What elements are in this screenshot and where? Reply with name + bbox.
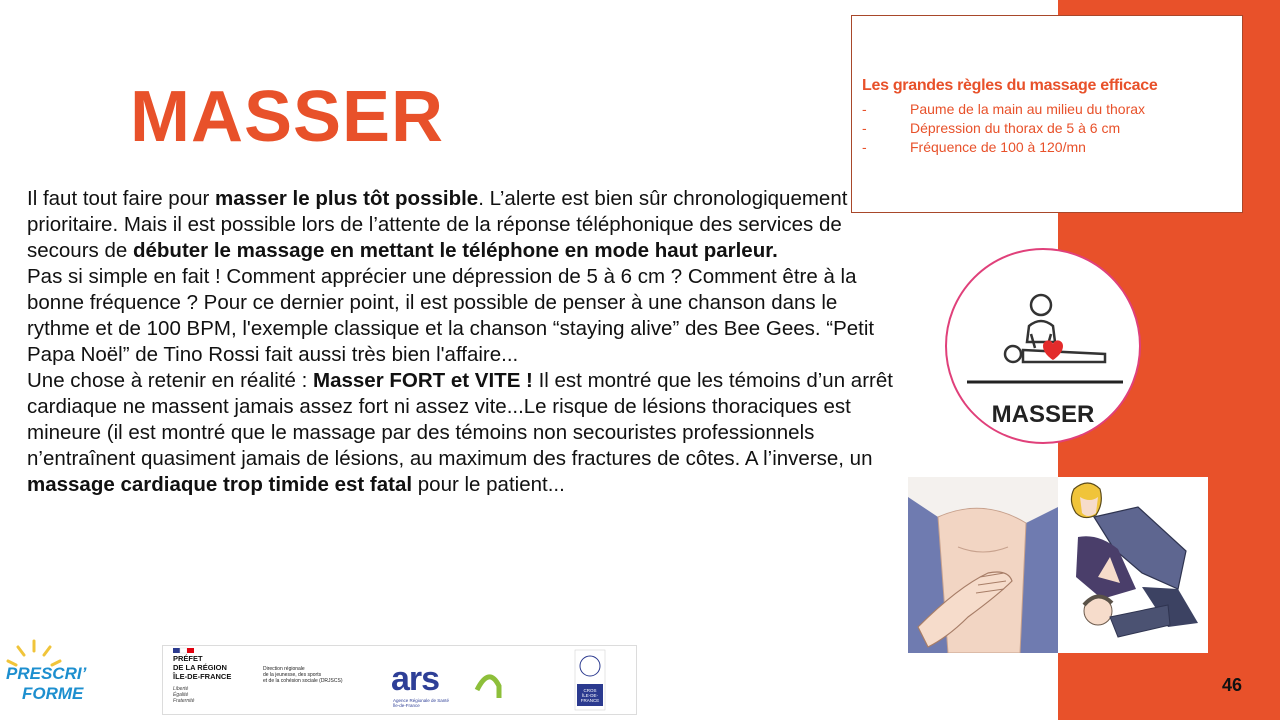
bold-run: débuter le massage en mettant le téléphone en mode haut parleur. <box>132 239 778 262</box>
prescri-line1: PRESCRI’ <box>6 664 87 683</box>
motto-line: Fraternité <box>173 698 195 704</box>
prefet-line: ÎLE-DE-FRANCE <box>173 672 232 681</box>
rules-box-title: Les grandes règles du massage efficace <box>862 77 1158 94</box>
prefet-line: PRÉFET <box>173 654 203 663</box>
bold-run: Masser FORT et VITE ! <box>313 369 533 392</box>
masser-pictogram-circle <box>945 248 1141 444</box>
direction-line: Direction régionale <box>263 666 305 672</box>
hands-on-chest-icon <box>908 477 1058 653</box>
motto-line: Liberté <box>173 686 189 692</box>
prescri-line2: FORME <box>22 684 84 703</box>
direction-line: de la jeunesse, des sports <box>263 672 322 678</box>
cros-line: CROS <box>583 688 597 693</box>
rescuer-cpr-icon <box>1058 477 1208 653</box>
rule-item <box>862 119 1145 138</box>
text-run: pour le patient... <box>412 473 565 496</box>
cros-logo-text <box>577 688 603 703</box>
prefet-logo-text <box>173 654 231 681</box>
paragraph-3 <box>27 368 897 498</box>
rule-text: Dépression du thorax de 5 à 6 cm <box>910 120 1121 136</box>
ars-logo: ars <box>391 660 440 698</box>
bullet-dash: - <box>862 120 867 136</box>
hands-on-chest-illustration <box>908 477 1058 653</box>
partners-logo-banner <box>162 645 637 715</box>
cros-line: ÎLE-DE- <box>581 693 598 698</box>
text-run: . L’alerte est bien sûr chronologiquement prioritaire. Mais il est possible lors de l’attente de la réponse téléphonique des services de secours de <box>27 187 848 262</box>
prefet-motto <box>173 686 194 704</box>
ars-sub-line: Agence Régionale de Santé <box>393 698 450 703</box>
rule-text: Paume de la main au milieu du thorax <box>910 101 1146 117</box>
text-run: Il faut tout faire pour <box>27 187 216 210</box>
prescriforme-logo-icon <box>0 637 150 715</box>
slide-title: MASSER <box>130 77 445 157</box>
paragraph-1 <box>27 186 897 264</box>
bold-run: massage cardiaque trop timide est fatal <box>27 473 413 496</box>
page-number: 46 <box>1222 675 1243 695</box>
rule-item <box>862 100 1145 119</box>
rules-list <box>862 100 1145 157</box>
bullet-dash: - <box>862 139 867 155</box>
pictogram-label: MASSER <box>991 401 1095 428</box>
drjscs-text <box>263 666 342 684</box>
bullet-dash: - <box>862 101 867 117</box>
rules-box <box>851 15 1243 213</box>
cpr-pictogram-icon <box>947 250 1139 442</box>
body-text <box>27 186 897 498</box>
text-run: Il est montré que les témoins d’un arrêt cardiaque ne massent jamais assez fort ni assez vite...Le risque de lésions thoraciques est mineure (il est montré que le massage par des témoins non secouristes professionnels n’entraînent quasiment jamais de lésions, au maximum des fractures de côtes. A l’inverse, un <box>27 369 893 470</box>
rule-text: Fréquence de 100 à 120/mn <box>910 139 1086 155</box>
prefet-line: DE LA RÉGION <box>173 663 227 672</box>
ars-sub-line: Île-de-France <box>393 703 420 708</box>
rule-item <box>862 138 1145 157</box>
bold-run: masser le plus tôt possible <box>215 187 479 210</box>
cros-line: FRANCE <box>580 698 600 703</box>
rescuer-cpr-illustration <box>1058 477 1208 653</box>
ars-subtitle <box>393 698 449 708</box>
motto-line: Égalité <box>173 692 189 698</box>
paragraph-2: Pas si simple en fait ! Comment apprécier une dépression de 5 à 6 cm ? Comment être à la bonne fréquence ? Pour ce dernier point, il est possible de penser à une chanson dans le rythme et de 100 BPM, l'exemple classique et la chanson “staying alive” des Bee Gees. “Petit Papa Noël” de Tino Rossi fait aussi très bien l'affaire... <box>27 265 875 366</box>
text-run: Une chose à retenir en réalité : <box>27 369 314 392</box>
prescriforme-logo <box>0 637 150 715</box>
direction-line: et de la cohésion sociale (DRJSCS) <box>263 678 343 684</box>
